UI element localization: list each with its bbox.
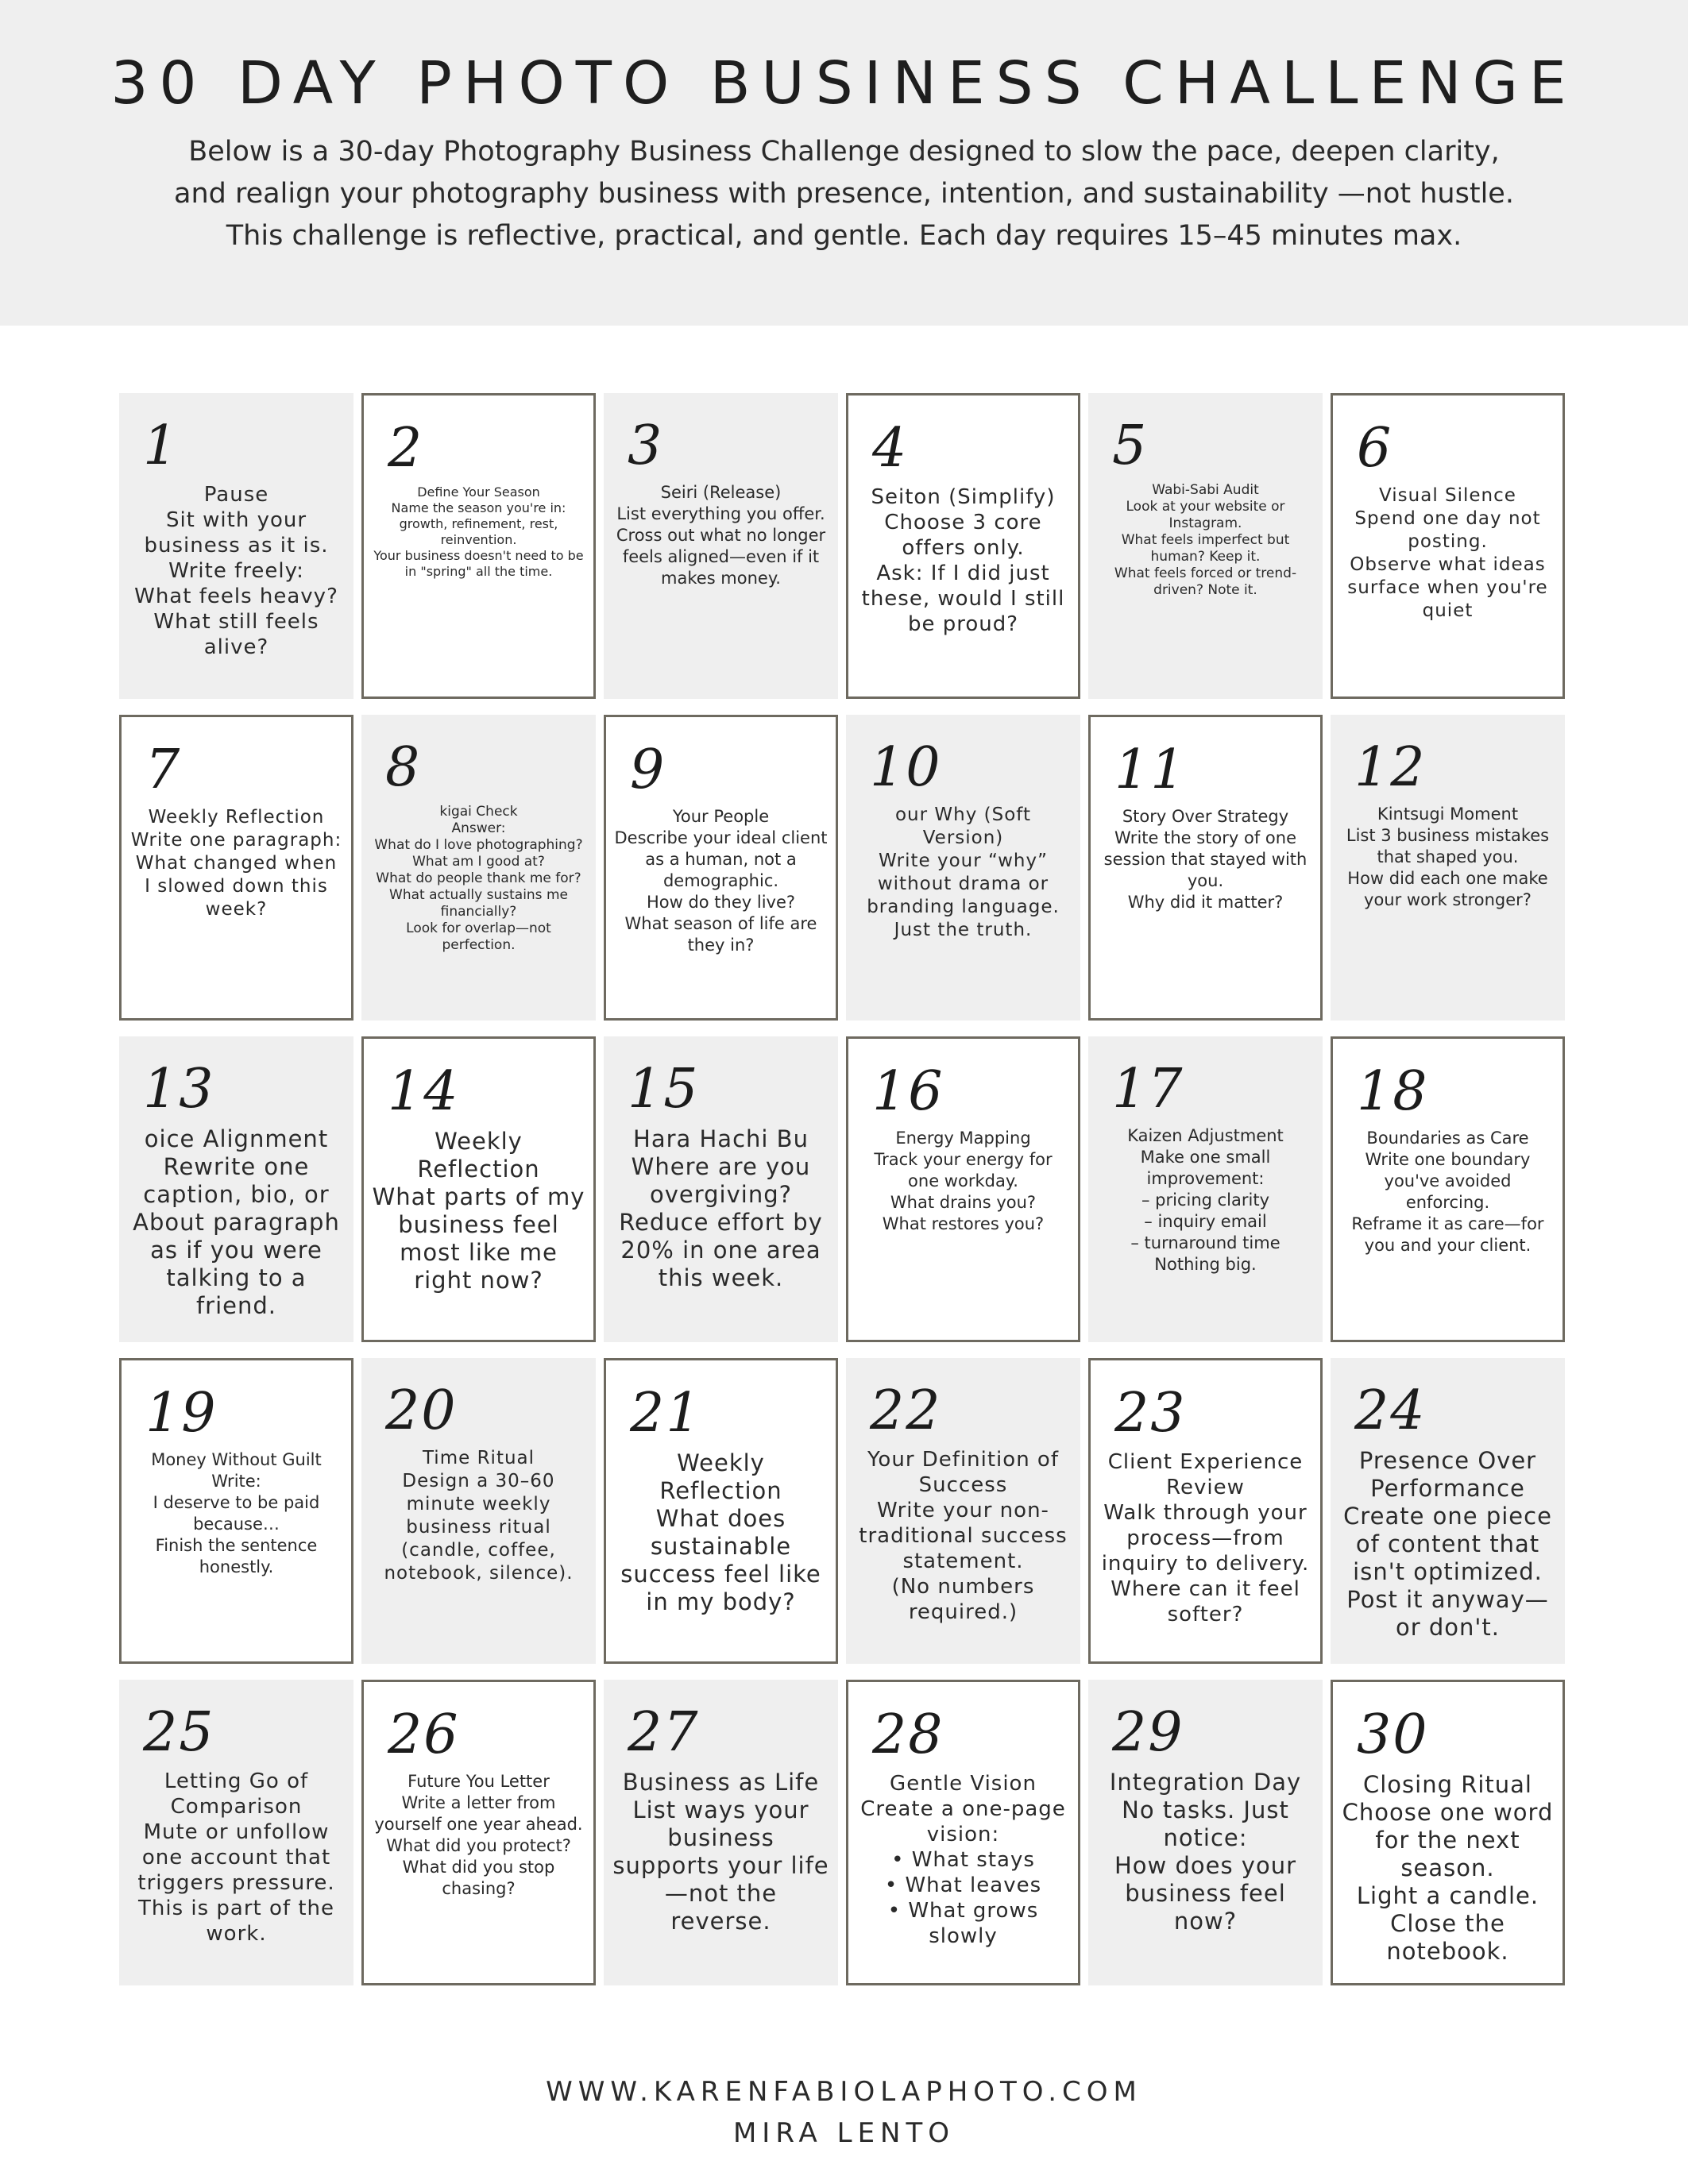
day-text: Story Over Strategy Write the story of one session that stayed with you. Why did it matter? bbox=[1103, 807, 1308, 912]
day-number: 29 bbox=[1112, 1701, 1184, 1764]
day-card bbox=[361, 1036, 596, 1342]
day-card bbox=[119, 1036, 353, 1342]
day-number: 18 bbox=[1357, 1060, 1429, 1123]
day-number: 20 bbox=[385, 1379, 458, 1442]
day-text: Future You Letter Write a letter from yourself one year ahead. What did you protect? What did you stop chasing? bbox=[374, 1772, 583, 1898]
day-number: 4 bbox=[872, 417, 909, 480]
day-card bbox=[846, 393, 1080, 699]
day-text: our Why (Soft Version) Write your “why” without drama or branding language. Just the truth. bbox=[867, 805, 1060, 940]
day-text: Presence Over Performance Create one piece of content that isn't optimized. Post it anyway—or don't. bbox=[1343, 1447, 1552, 1641]
day-card bbox=[604, 715, 838, 1021]
day-number: 13 bbox=[143, 1058, 215, 1121]
day-number: 28 bbox=[872, 1704, 944, 1766]
day-number: 25 bbox=[143, 1701, 215, 1764]
intro-paragraph: Below is a 30-day Photography Business Challenge designed to slow the pace, deepen clarity, and realign your photography business with presence, intention, and sustainability —not hustle. bbox=[174, 136, 1514, 210]
day-number: 10 bbox=[870, 736, 942, 799]
day-text: oice Alignment Rewrite one caption, bio, or About paragraph as if you were talking to a friend. bbox=[133, 1125, 340, 1319]
brand-name: MIRA LENTO bbox=[732, 2117, 956, 2149]
day-number: 12 bbox=[1354, 736, 1427, 799]
day-card bbox=[1331, 1358, 1565, 1664]
day-number: 3 bbox=[628, 415, 664, 477]
day-text: Closing Ritual Choose one word for the next season. Light a candle. Close the notebook. bbox=[1342, 1771, 1554, 1965]
day-text: Your People Describe your ideal client as a human, not a demographic. How do they live? What season of life are they in? bbox=[614, 807, 828, 955]
day-text: Energy Mapping Track your energy for one workday. What drains you? What restores you? bbox=[874, 1129, 1053, 1233]
day-text: Client Experience Review Walk through your process—from inquiry to delivery. Where can it feel softer? bbox=[1101, 1450, 1310, 1626]
day-text: Your Definition of Success Write your non-traditional success statement. (No numbers required.) bbox=[859, 1448, 1068, 1624]
day-card bbox=[604, 1036, 838, 1342]
intro-note: This challenge is reflective, practical, and gentle. Each day requires 15–45 minutes max. bbox=[226, 220, 1462, 252]
website-url[interactable]: WWW.KARENFABIOLAPHOTO.COM bbox=[546, 2076, 1142, 2108]
day-text: Wabi-Sabi Audit Look at your website or Instagram. What feels imperfect but human? Keep it. What feels forced or trend-driven? Note it. bbox=[1114, 482, 1297, 598]
day-card bbox=[119, 1358, 353, 1664]
day-text: Weekly Reflection What parts of my business feel most like me right now? bbox=[372, 1128, 585, 1294]
day-card bbox=[361, 715, 596, 1021]
day-number: 1 bbox=[143, 415, 180, 477]
day-card bbox=[1331, 1680, 1565, 1985]
day-card bbox=[1331, 393, 1565, 699]
day-text: Pause Sit with your business as it is. Write freely: What feels heavy? What still feels alive? bbox=[134, 483, 338, 659]
day-text: Kaizen Adjustment Make one small improvement: – pricing clarity – inquiry email – turnaround time Nothing big. bbox=[1127, 1126, 1284, 1274]
header-banner bbox=[0, 0, 1688, 326]
intro-text bbox=[159, 131, 1529, 257]
day-text: kigai Check Answer: What do I love photographing? What am I good at? What do people thank me for? What actually sustains me financially? Look for overlap—not perfection. bbox=[374, 804, 583, 953]
day-card bbox=[604, 1358, 838, 1664]
day-card bbox=[1331, 1036, 1565, 1342]
day-number: 7 bbox=[145, 739, 182, 801]
day-number: 6 bbox=[1357, 417, 1393, 480]
day-number: 8 bbox=[385, 736, 422, 799]
day-text: Letting Go of Comparison Mute or unfollow one account that triggers pressure. This is part of the work. bbox=[137, 1769, 335, 1946]
day-card bbox=[846, 1358, 1080, 1664]
day-card bbox=[361, 1358, 596, 1664]
day-card bbox=[1331, 715, 1565, 1021]
day-number: 17 bbox=[1112, 1058, 1184, 1121]
day-text: Weekly Reflection What does sustainable success feel like in my body? bbox=[620, 1449, 821, 1615]
day-number: 11 bbox=[1114, 739, 1187, 801]
day-text: Integration Day No tasks. Just notice: How does your business feel now? bbox=[1109, 1769, 1302, 1935]
day-text: Hara Hachi Bu Where are you overgiving? Reduce effort by 20% in one area this week. bbox=[619, 1125, 823, 1291]
day-number: 23 bbox=[1114, 1382, 1187, 1445]
day-card bbox=[846, 1036, 1080, 1342]
day-card bbox=[604, 1680, 838, 1985]
day-text: Kintsugi Moment List 3 business mistakes that shaped you. How did each one make your work stronger? bbox=[1346, 805, 1550, 909]
day-card bbox=[361, 393, 596, 699]
day-text: Weekly Reflection Write one paragraph: What changed when I slowed down this week? bbox=[130, 807, 342, 920]
day-card bbox=[1088, 715, 1323, 1021]
day-text: Define Your Season Name the season you're in: growth, refinement, rest, reinvention. Your business doesn't need to be in "spring" all the time. bbox=[373, 484, 584, 579]
day-number: 9 bbox=[630, 739, 666, 801]
day-card bbox=[119, 1680, 353, 1985]
day-number: 27 bbox=[628, 1701, 700, 1764]
day-number: 22 bbox=[870, 1379, 942, 1442]
day-number: 14 bbox=[388, 1060, 460, 1123]
day-number: 21 bbox=[630, 1382, 702, 1445]
day-number: 26 bbox=[388, 1704, 460, 1766]
day-card bbox=[846, 1680, 1080, 1985]
day-text: Money Without Guilt Write: I deserve to be paid because… Finish the sentence honestly. bbox=[151, 1450, 322, 1576]
day-text: Business as Life List ways your business supports your life—not the reverse. bbox=[612, 1769, 829, 1935]
day-card bbox=[846, 715, 1080, 1021]
day-number: 19 bbox=[145, 1382, 218, 1445]
day-card bbox=[1088, 1358, 1323, 1664]
day-text: Visual Silence Spend one day not posting. Observe what ideas surface when you're quiet bbox=[1347, 485, 1548, 621]
day-card bbox=[361, 1680, 596, 1985]
day-card bbox=[119, 715, 353, 1021]
day-card bbox=[1088, 393, 1323, 699]
day-number: 16 bbox=[872, 1060, 944, 1123]
day-text: Gentle Vision Create a one-page vision: • What stays • What leaves • What grows slowly bbox=[860, 1772, 1066, 1948]
day-text: Boundaries as Care Write one boundary you've avoided enforcing. Reframe it as care—for you and your client. bbox=[1351, 1129, 1544, 1255]
day-number: 30 bbox=[1357, 1704, 1429, 1766]
day-text: Seiton (Simplify) Choose 3 core offers only. Ask: If I did just these, would I still be proud? bbox=[861, 485, 1065, 636]
day-text: Time Ritual Design a 30–60 minute weekly business ritual (candle, coffee, notebook, silence). bbox=[384, 1448, 574, 1584]
day-card bbox=[1088, 1036, 1323, 1342]
day-card bbox=[119, 393, 353, 699]
day-number: 24 bbox=[1354, 1379, 1427, 1442]
day-number: 2 bbox=[388, 417, 424, 480]
page-title: 30 DAY PHOTO BUSINESS CHALLENGE bbox=[110, 49, 1578, 118]
day-card bbox=[604, 393, 838, 699]
day-text: Seiri (Release) List everything you offer. Cross out what no longer feels aligned—even if it makes money. bbox=[616, 483, 826, 588]
day-number: 15 bbox=[628, 1058, 700, 1121]
day-card bbox=[1088, 1680, 1323, 1985]
day-number: 5 bbox=[1112, 415, 1149, 477]
